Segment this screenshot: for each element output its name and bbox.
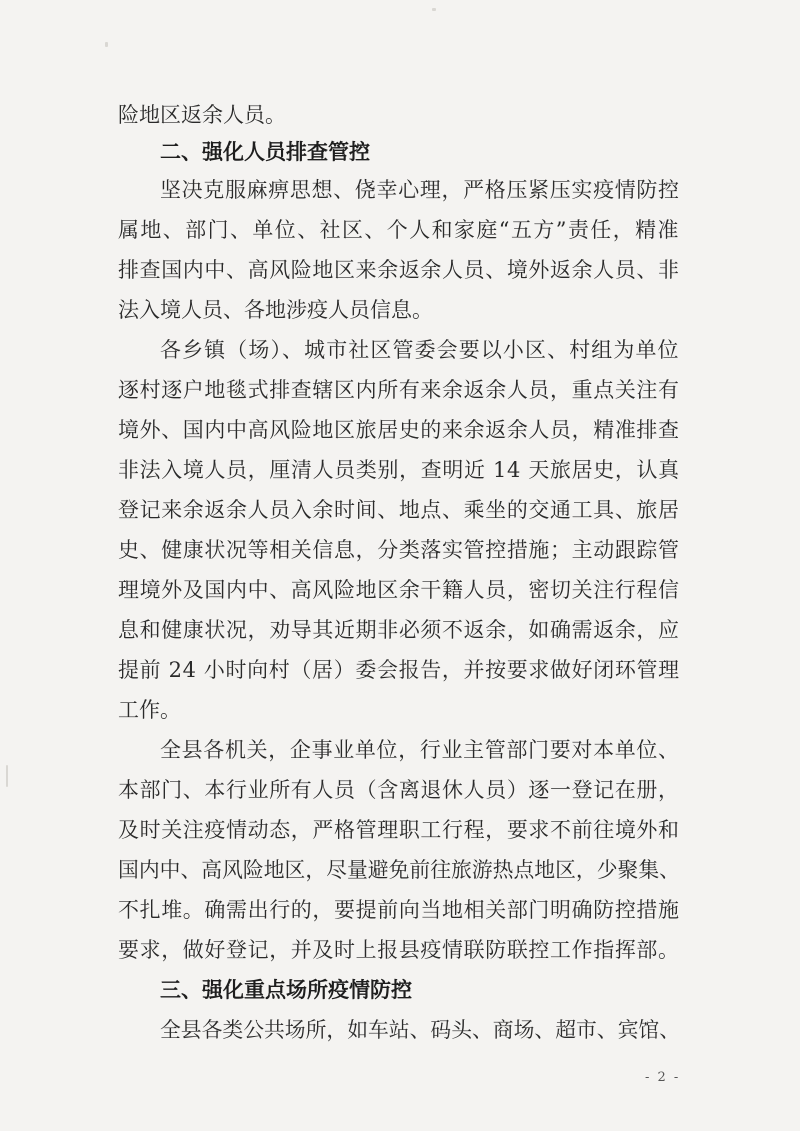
scan-speck	[432, 8, 436, 11]
body-line: 息和健康状况，劝导其近期非必须不返余，如确需返余，应	[118, 618, 680, 642]
body-line: 史、健康状况等相关信息，分类落实管控措施；主动跟踪管	[118, 538, 680, 562]
body-line: 全县各机关，企事业单位，行业主管部门要对本单位、	[160, 738, 680, 762]
body-line: 工作。	[118, 698, 181, 722]
body-line: 要求，做好登记，并及时上报县疫情联防联控工作指挥部。	[118, 938, 680, 962]
body-line: 坚决克服麻痹思想、侥幸心理，严格压紧压实疫情防控	[160, 178, 680, 202]
body-line: 险地区返余人员。	[118, 103, 286, 127]
body-line: 排查国内中、高风险地区来余返余人员、境外返余人员、非	[118, 258, 680, 282]
body-line: 法入境人员、各地涉疫人员信息。	[118, 298, 433, 322]
body-line: 本部门、本行业所有人员（含离退休人员）逐一登记在册，	[118, 778, 680, 802]
body-line: 境外、国内中高风险地区旅居史的来余返余人员，精准排查	[118, 418, 680, 442]
body-line: 及时关注疫情动态，严格管理职工行程，要求不前往境外和	[118, 818, 680, 842]
body-line: 提前 24 小时向村（居）委会报告，并按要求做好闭环管理	[118, 658, 680, 682]
section-heading-3: 三、强化重点场所疫情防控	[160, 978, 412, 1002]
body-line: 理境外及国内中、高风险地区余干籍人员，密切关注行程信	[118, 578, 680, 602]
scan-speck	[105, 42, 108, 47]
section-heading-2: 二、强化人员排查管控	[160, 140, 370, 164]
body-line: 不扎堆。确需出行的，要提前向当地相关部门明确防控措施	[118, 898, 680, 922]
scan-speck	[6, 765, 8, 787]
body-line: 各乡镇（场）、城市社区管委会要以小区、村组为单位	[160, 338, 680, 362]
body-line: 逐村逐户地毯式排查辖区内所有来余返余人员，重点关注有	[118, 378, 680, 402]
body-line: 国内中、高风险地区，尽量避免前往旅游热点地区，少聚集、	[118, 858, 680, 882]
body-line: 全县各类公共场所，如车站、码头、商场、超市、宾馆、	[160, 1018, 680, 1042]
body-line: 登记来余返余人员入余时间、地点、乘坐的交通工具、旅居	[118, 498, 680, 522]
body-line: 非法入境人员，厘清人员类别，查明近 14 天旅居史，认真	[118, 458, 680, 482]
body-line: 属地、部门、单位、社区、个人和家庭“五方”责任，精准	[118, 218, 680, 242]
page-number: - 2 -	[645, 1070, 681, 1085]
